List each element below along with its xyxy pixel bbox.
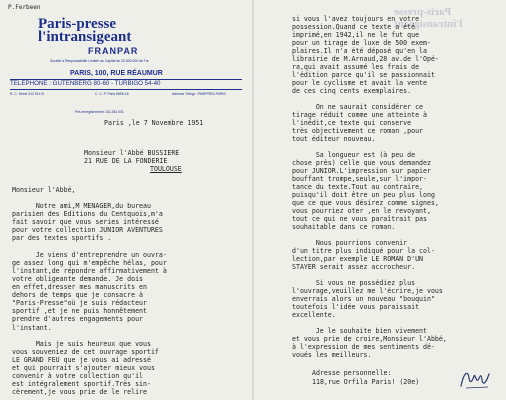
letterhead-phone: TÉLÉPHONE : GUTENBERG 80-60 - TURBIGO 54-40 — [10, 80, 161, 87]
letter-line: tout ce qui ne vous paraîtrait pas — [292, 215, 427, 223]
letter-line: prendre d'autres engagements pour — [12, 315, 144, 324]
letterhead-brand-line3: FRANPAR — [88, 46, 139, 56]
letter-line: par des textes sportifs . — [12, 234, 112, 243]
letterhead-legal: Société à Responsabilité Limitée au Capital de 20.000.000 de Frs — [50, 59, 149, 63]
letter-line: pour JUNIOR.L'impression sur papier — [292, 167, 431, 175]
letter-page-2 — [254, 0, 506, 400]
letter-line: "Paris-Presse"où je suis rédacteur — [12, 299, 147, 308]
letter-line: tirage réduit comme une atteinte à — [292, 111, 427, 119]
recipient-line: 21 RUE DE LA FONDERIE — [84, 157, 168, 165]
letter-line: puisqu'il doit être un peu plus long — [292, 191, 435, 199]
letterhead-registration-1: R. C. Seine 312.914 B — [10, 92, 44, 96]
letter-line: cèrement,je vous prie de le relire — [12, 388, 147, 397]
letterhead-divider-2 — [10, 89, 242, 90]
letter-line: Si vous ne possédiez plus — [292, 279, 416, 287]
letter-line: lection,par exemple LE ROMAN D'UN — [292, 255, 424, 263]
letter-line: et vous prie de croire,Monsieur l'Abbé, — [292, 335, 447, 343]
letter-line: tout éditeur nouveau. — [292, 135, 376, 143]
handwritten-signature — [458, 368, 492, 390]
letter-line: Mais je suis heureux que vous — [12, 339, 151, 348]
letter-line: LE GRAND FEU que je vous ai adressé — [12, 355, 151, 364]
letter-line: dehors de temps que je consacre à — [12, 291, 144, 300]
letter-line: toutefois l'idée vous paraissait — [292, 303, 420, 311]
letter-line: l'instant,de répondre affirmativement à — [12, 266, 167, 275]
personal-address-label: Adresse personnelle: — [312, 369, 392, 377]
letter-line: et qui pourrait s'ajouter mieux vous — [12, 364, 155, 372]
letter-line: ra,qui avait assumé les frais de — [292, 63, 420, 71]
letter-line: STAYER serait assez accrocheur. — [292, 263, 416, 271]
letter-line: bouffant trompe,seule,sur l'impor- — [292, 175, 427, 183]
sender-name: P.Ferbeen — [8, 4, 41, 11]
letter-line: imprimé,en 1942,il ne le fut que — [292, 31, 420, 39]
letterhead-brand-line1: Paris-presse — [38, 16, 117, 32]
letter-line: enverrais alors un nouveau "bouquin" — [292, 295, 435, 303]
letter-line: pour le cyclisme et avait la vente — [292, 79, 427, 87]
letter-line: tance du texte.Tout au contraire, — [292, 183, 424, 191]
letter-line: parisien des Editions du Centquois,m'a — [12, 210, 163, 219]
letter-line: vous pourriez oter ,en le revoyant, — [292, 207, 431, 215]
letter-line: souhaitable dans ce roman. — [292, 223, 396, 231]
letter-line: convenir à votre collection qu'il — [12, 372, 144, 381]
letter-line: Sa longueur est (à peu de — [292, 151, 416, 159]
letter-line: Notre ami,M MENAGER,du bureau — [12, 202, 151, 210]
letter-line: Je viens d'entreprendre un ouvra- — [12, 250, 167, 259]
ghost-letterhead-line1: Paris-presse — [394, 6, 452, 18]
letter-date: Paris ,le 7 Novembre 1951 — [104, 119, 204, 127]
letter-line: à l'expression de mes sentiments dé- — [292, 343, 435, 351]
letter-line: l'ouvrage,veuillez me l'écrire,je vous — [292, 287, 443, 295]
letter-line: vous souveniez de cet ouvrage sportif — [12, 347, 159, 356]
letter-line: Je le souhaite bien vivement — [292, 327, 427, 335]
letterhead-telegraph: Adresse Télégr.: PARIPRES-PARIS — [172, 92, 226, 96]
letterhead-brand-line2: l'intransigeant — [38, 29, 132, 45]
salutation: Monsieur l'Abbé, — [12, 186, 76, 194]
letter-line: de ces cinq cents exemplaires. — [292, 87, 412, 95]
letter-line: votre obligeante demande. Je dois — [12, 274, 144, 283]
letter-line: plaires.Il n'a été déposé qu'en la — [292, 47, 427, 55]
letter-line: très objectivement ce roman ,pour — [292, 127, 424, 135]
letter-line: est intégralement sportif.Très sin- — [12, 380, 151, 389]
letter-line: pour votre collection JUNIOR AVENTURES — [12, 226, 163, 235]
letter-line: voués les meilleurs. — [292, 351, 372, 359]
letter-line: excellente. — [292, 311, 336, 319]
letter-line: possession.Quand ce texte a été — [292, 23, 416, 31]
personal-address: 118,rue Orfila Paris! (20e) — [312, 378, 420, 386]
letter-line: sportif ,et je ne puis honnêtement — [12, 307, 147, 316]
letter-line: chose près) celle que vous demandez — [292, 159, 431, 167]
letter-line: que ce que vous désirez comme signes, — [292, 199, 439, 207]
ghost-letterhead-line2: l'intransigeant — [394, 18, 463, 30]
letter-line: librairie de M.Arnaud,28 av.de l'Opé- — [292, 55, 439, 63]
letterhead-footer-small: Pré-enregistrement 101.351 001 — [75, 110, 124, 114]
letterhead-address: PARIS, 100, RUE RÉAUMUR — [70, 70, 163, 77]
letter-line: l'instant. — [12, 323, 52, 332]
recipient-line: Monsieur l'Abbé BUSSIERE — [84, 149, 180, 157]
letter-line: l'édition parce qu'il se passionnait — [292, 71, 435, 79]
letter-line: ge assez long qui m'empêche hélas, pour — [12, 258, 167, 267]
letter-line: en effet,dresser mes manuscrits en — [12, 283, 147, 291]
recipient-line: TOULOUSE — [150, 165, 182, 173]
letter-line: d'un titre plus indiqué pour la col- — [292, 247, 435, 255]
letter-line: si vous l'avez toujours en votre — [292, 15, 420, 23]
letterhead-registration-2: C. C. P. Paris 5896-18 — [95, 92, 129, 96]
letter-line: l'inédit,ce texte qui conserve — [292, 119, 412, 127]
letter-line: fait savoir que vous series intéressé — [12, 218, 159, 227]
letter-line: On ne saurait considérer ce — [292, 103, 424, 111]
letter-line: Nous pourrions convenir — [292, 239, 408, 247]
letter-line: pour un tirage de luxe de 500 exem- — [292, 39, 431, 47]
